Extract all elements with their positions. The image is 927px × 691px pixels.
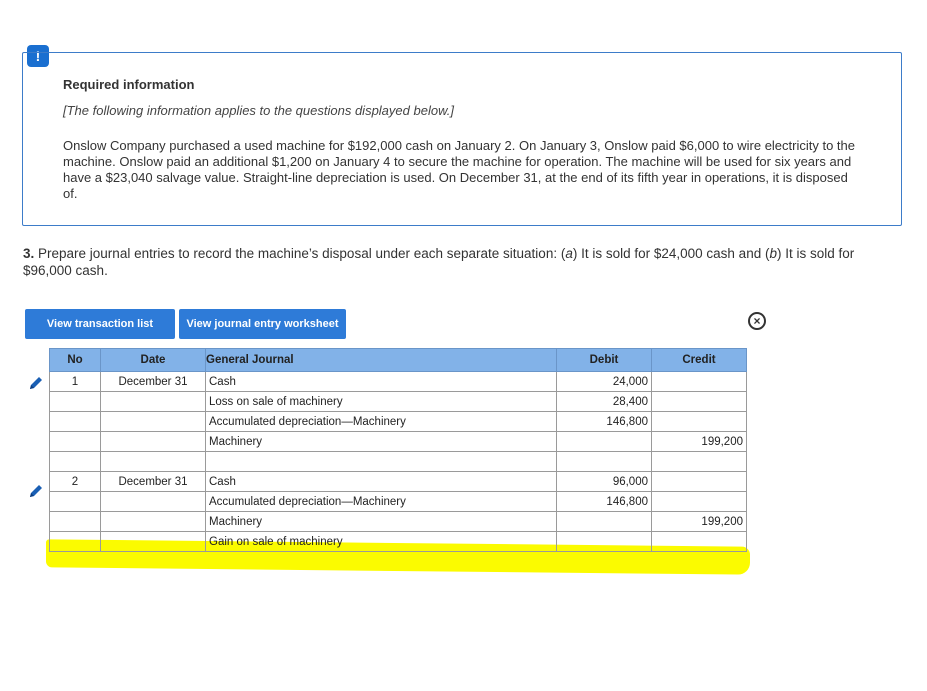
row-credit[interactable] xyxy=(652,412,747,432)
table-row xyxy=(50,452,747,472)
row-debit[interactable]: 28,400 xyxy=(557,392,652,412)
info-body: Onslow Company purchased a used machine for $192,000 cash on January 2. On January 3, Onslow paid $6,000 to wire electricity to the machine. Onslow paid an additional $1,200 on January 4 to secure the machine for operation. The machine will be used for six years and have a $23,040 salvage value. Straight-line depreciation is used. On December 31, at the end of its fifth year in operations, it is disposed of. xyxy=(63,138,856,201)
header-debit: Debit xyxy=(557,349,652,372)
table-row xyxy=(50,512,747,532)
table-row xyxy=(50,372,747,392)
row-credit[interactable] xyxy=(652,392,747,412)
row-account[interactable]: Loss on sale of machinery xyxy=(206,392,557,412)
header-general-journal: General Journal xyxy=(206,349,557,372)
row-debit[interactable] xyxy=(557,532,652,552)
row-credit[interactable] xyxy=(652,492,747,512)
row-no xyxy=(50,412,101,432)
row-credit[interactable] xyxy=(652,472,747,492)
question-text xyxy=(23,245,893,279)
row-date xyxy=(101,412,206,432)
row-credit[interactable] xyxy=(652,532,747,552)
row-date xyxy=(101,452,206,472)
row-account[interactable]: Cash xyxy=(206,372,557,392)
row-no xyxy=(50,432,101,452)
table-row xyxy=(50,392,747,412)
row-account[interactable] xyxy=(206,452,557,472)
row-account[interactable]: Accumulated depreciation—Machinery xyxy=(206,412,557,432)
header-no: No xyxy=(50,349,101,372)
question-part2: ) It is sold for $24,000 cash and ( xyxy=(572,246,770,261)
table-row xyxy=(50,412,747,432)
close-icon[interactable]: × xyxy=(748,312,766,330)
row-date xyxy=(101,392,206,412)
row-credit[interactable]: 199,200 xyxy=(652,432,747,452)
table-row xyxy=(50,532,747,552)
row-no: 1 xyxy=(50,372,101,392)
row-account[interactable]: Accumulated depreciation—Machinery xyxy=(206,492,557,512)
row-debit[interactable] xyxy=(557,452,652,472)
row-no xyxy=(50,532,101,552)
row-account[interactable]: Machinery xyxy=(206,432,557,452)
header-credit: Credit xyxy=(652,349,747,372)
edit-pencil-icon[interactable] xyxy=(28,375,44,391)
row-debit[interactable]: 146,800 xyxy=(557,412,652,432)
row-date xyxy=(101,512,206,532)
row-date xyxy=(101,532,206,552)
row-debit[interactable]: 96,000 xyxy=(557,472,652,492)
table-row xyxy=(50,432,747,452)
question-label-b: b xyxy=(769,246,777,261)
row-debit[interactable] xyxy=(557,512,652,532)
row-account[interactable]: Machinery xyxy=(206,512,557,532)
row-date xyxy=(101,432,206,452)
row-no xyxy=(50,452,101,472)
info-note: [The following information applies to the questions displayed below.] xyxy=(63,103,454,118)
info-title: Required information xyxy=(63,77,195,92)
row-no xyxy=(50,512,101,532)
header-date: Date xyxy=(101,349,206,372)
table-header-row xyxy=(50,349,747,372)
view-transaction-list-button[interactable]: View transaction list xyxy=(25,309,175,339)
row-date xyxy=(101,492,206,512)
question-part3: ) It is sold for $96,000 cash. xyxy=(23,246,855,278)
row-account[interactable]: Cash xyxy=(206,472,557,492)
row-debit[interactable]: 24,000 xyxy=(557,372,652,392)
row-credit[interactable]: 199,200 xyxy=(652,512,747,532)
row-debit[interactable]: 146,800 xyxy=(557,492,652,512)
general-journal-table xyxy=(49,348,747,552)
row-date: December 31 xyxy=(101,472,206,492)
question-label-a: a xyxy=(565,246,573,261)
row-no: 2 xyxy=(50,472,101,492)
edit-pencil-icon[interactable] xyxy=(28,483,44,499)
table-row xyxy=(50,492,747,512)
alert-icon: ! xyxy=(27,45,49,67)
row-credit[interactable] xyxy=(652,372,747,392)
row-no xyxy=(50,392,101,412)
row-credit[interactable] xyxy=(652,452,747,472)
view-journal-entry-worksheet-button[interactable]: View journal entry worksheet xyxy=(179,309,346,339)
question-part1: Prepare journal entries to record the machine’s disposal under each separate situation: ( xyxy=(34,246,566,261)
row-date: December 31 xyxy=(101,372,206,392)
required-information-panel xyxy=(22,52,902,226)
row-no xyxy=(50,492,101,512)
row-debit[interactable] xyxy=(557,432,652,452)
table-row xyxy=(50,472,747,492)
question-number: 3. xyxy=(23,246,35,261)
row-account[interactable]: Gain on sale of machinery xyxy=(206,532,557,552)
